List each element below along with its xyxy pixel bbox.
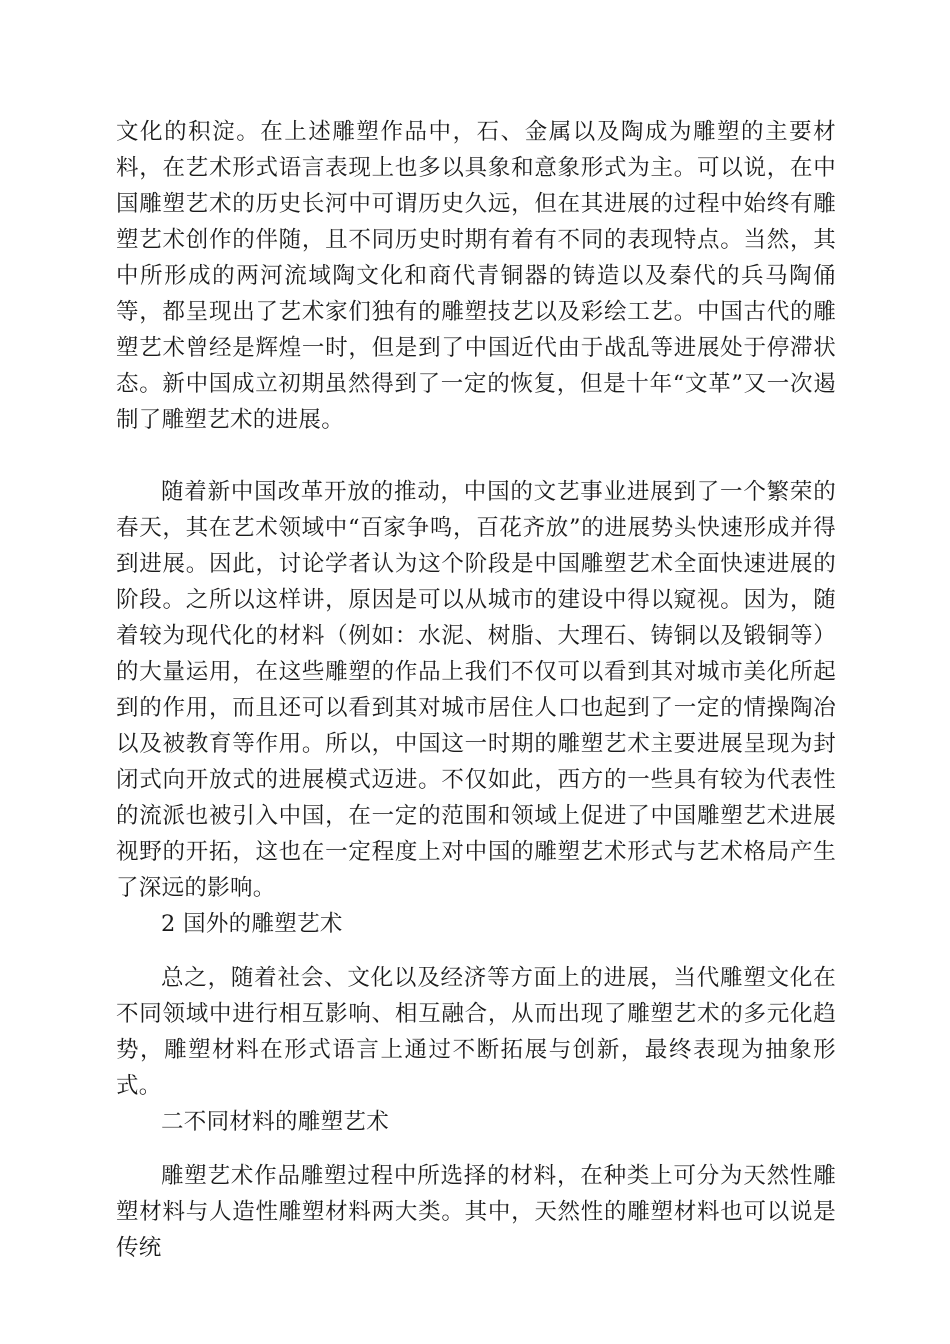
paragraph-1: 文化的积淀。在上述雕塑作品中，石、金属以及陶成为雕塑的主要材料，在艺术形式语言表现上也多以具象和意象形式为主。可以说，在中国雕塑艺术的历史长河中可谓历史久远，但在其进展的过程中始终有雕塑艺术创作的伴随，且不同历史时期有着有不同的表现特点。当然，其中所形成的两河流域陶文化和商代青铜器的铸造以及秦代的兵马陶俑等，都呈现出了艺术家们独有的雕塑技艺以及彩绘工艺。中国古代的雕塑艺术曾经是辉煌一时，但是到了中国近代由于战乱等进展处于停滞状态。新中国成立初期虽然得到了一定的恢复，但是十年“文革”又一次遏制了雕塑艺术的进展。 [116, 119, 836, 433]
heading-block-foreign [116, 906, 836, 942]
paragraph-block-4 [116, 1158, 836, 1266]
paragraph-continuation [116, 114, 836, 438]
paragraph-4: 雕塑艺术作品雕塑过程中所选择的材料，在种类上可分为天然性雕塑材料与人造性雕塑材料两大类。其中，天然性的雕塑材料也可以说是传统 [116, 1163, 836, 1261]
heading-block-materials [116, 1104, 836, 1140]
paragraph-3: 总之，随着社会、文化以及经济等方面上的进展，当代雕塑文化在不同领域中进行相互影响、相互融合，从而出现了雕塑艺术的多元化趋势，雕塑材料在形式语言上通过不断拓展与创新，最终表现为抽象形式。 [116, 965, 836, 1099]
paragraph-2: 随着新中国改革开放的推动，中国的文艺事业进展到了一个繁荣的春天，其在艺术领域中“百家争鸣，百花齐放”的进展势头快速形成并得到进展。因此，讨论学者认为这个阶段是中国雕塑艺术全面快速进展的阶段。之所以这样讲，原因是可以从城市的建设中得以窥视。因为，随着较为现代化的材料（例如：水泥、树脂、大理石、铸铜以及锻铜等）的大量运用，在这些雕塑的作品上我们不仅可以看到其对城市美化所起到的作用，而且还可以看到其对城市居住人口也起到了一定的情操陶冶以及被教育等作用。所以，中国这一时期的雕塑艺术主要进展呈现为封闭式向开放式的进展模式迈进。不仅如此，西方的一些具有较为代表性的流派也被引入中国，在一定的范围和领域上促进了中国雕塑艺术进展视野的开拓，这也在一定程度上对中国的雕塑艺术形式与艺术格局产生了深远的影响。 [116, 479, 836, 901]
section-heading-materials: 二不同材料的雕塑艺术 [161, 1109, 390, 1135]
section-heading-foreign-sculpture: 2 国外的雕塑艺术 [161, 911, 343, 937]
paragraph-block-2 [116, 474, 836, 906]
paragraph-block-3 [116, 960, 836, 1104]
